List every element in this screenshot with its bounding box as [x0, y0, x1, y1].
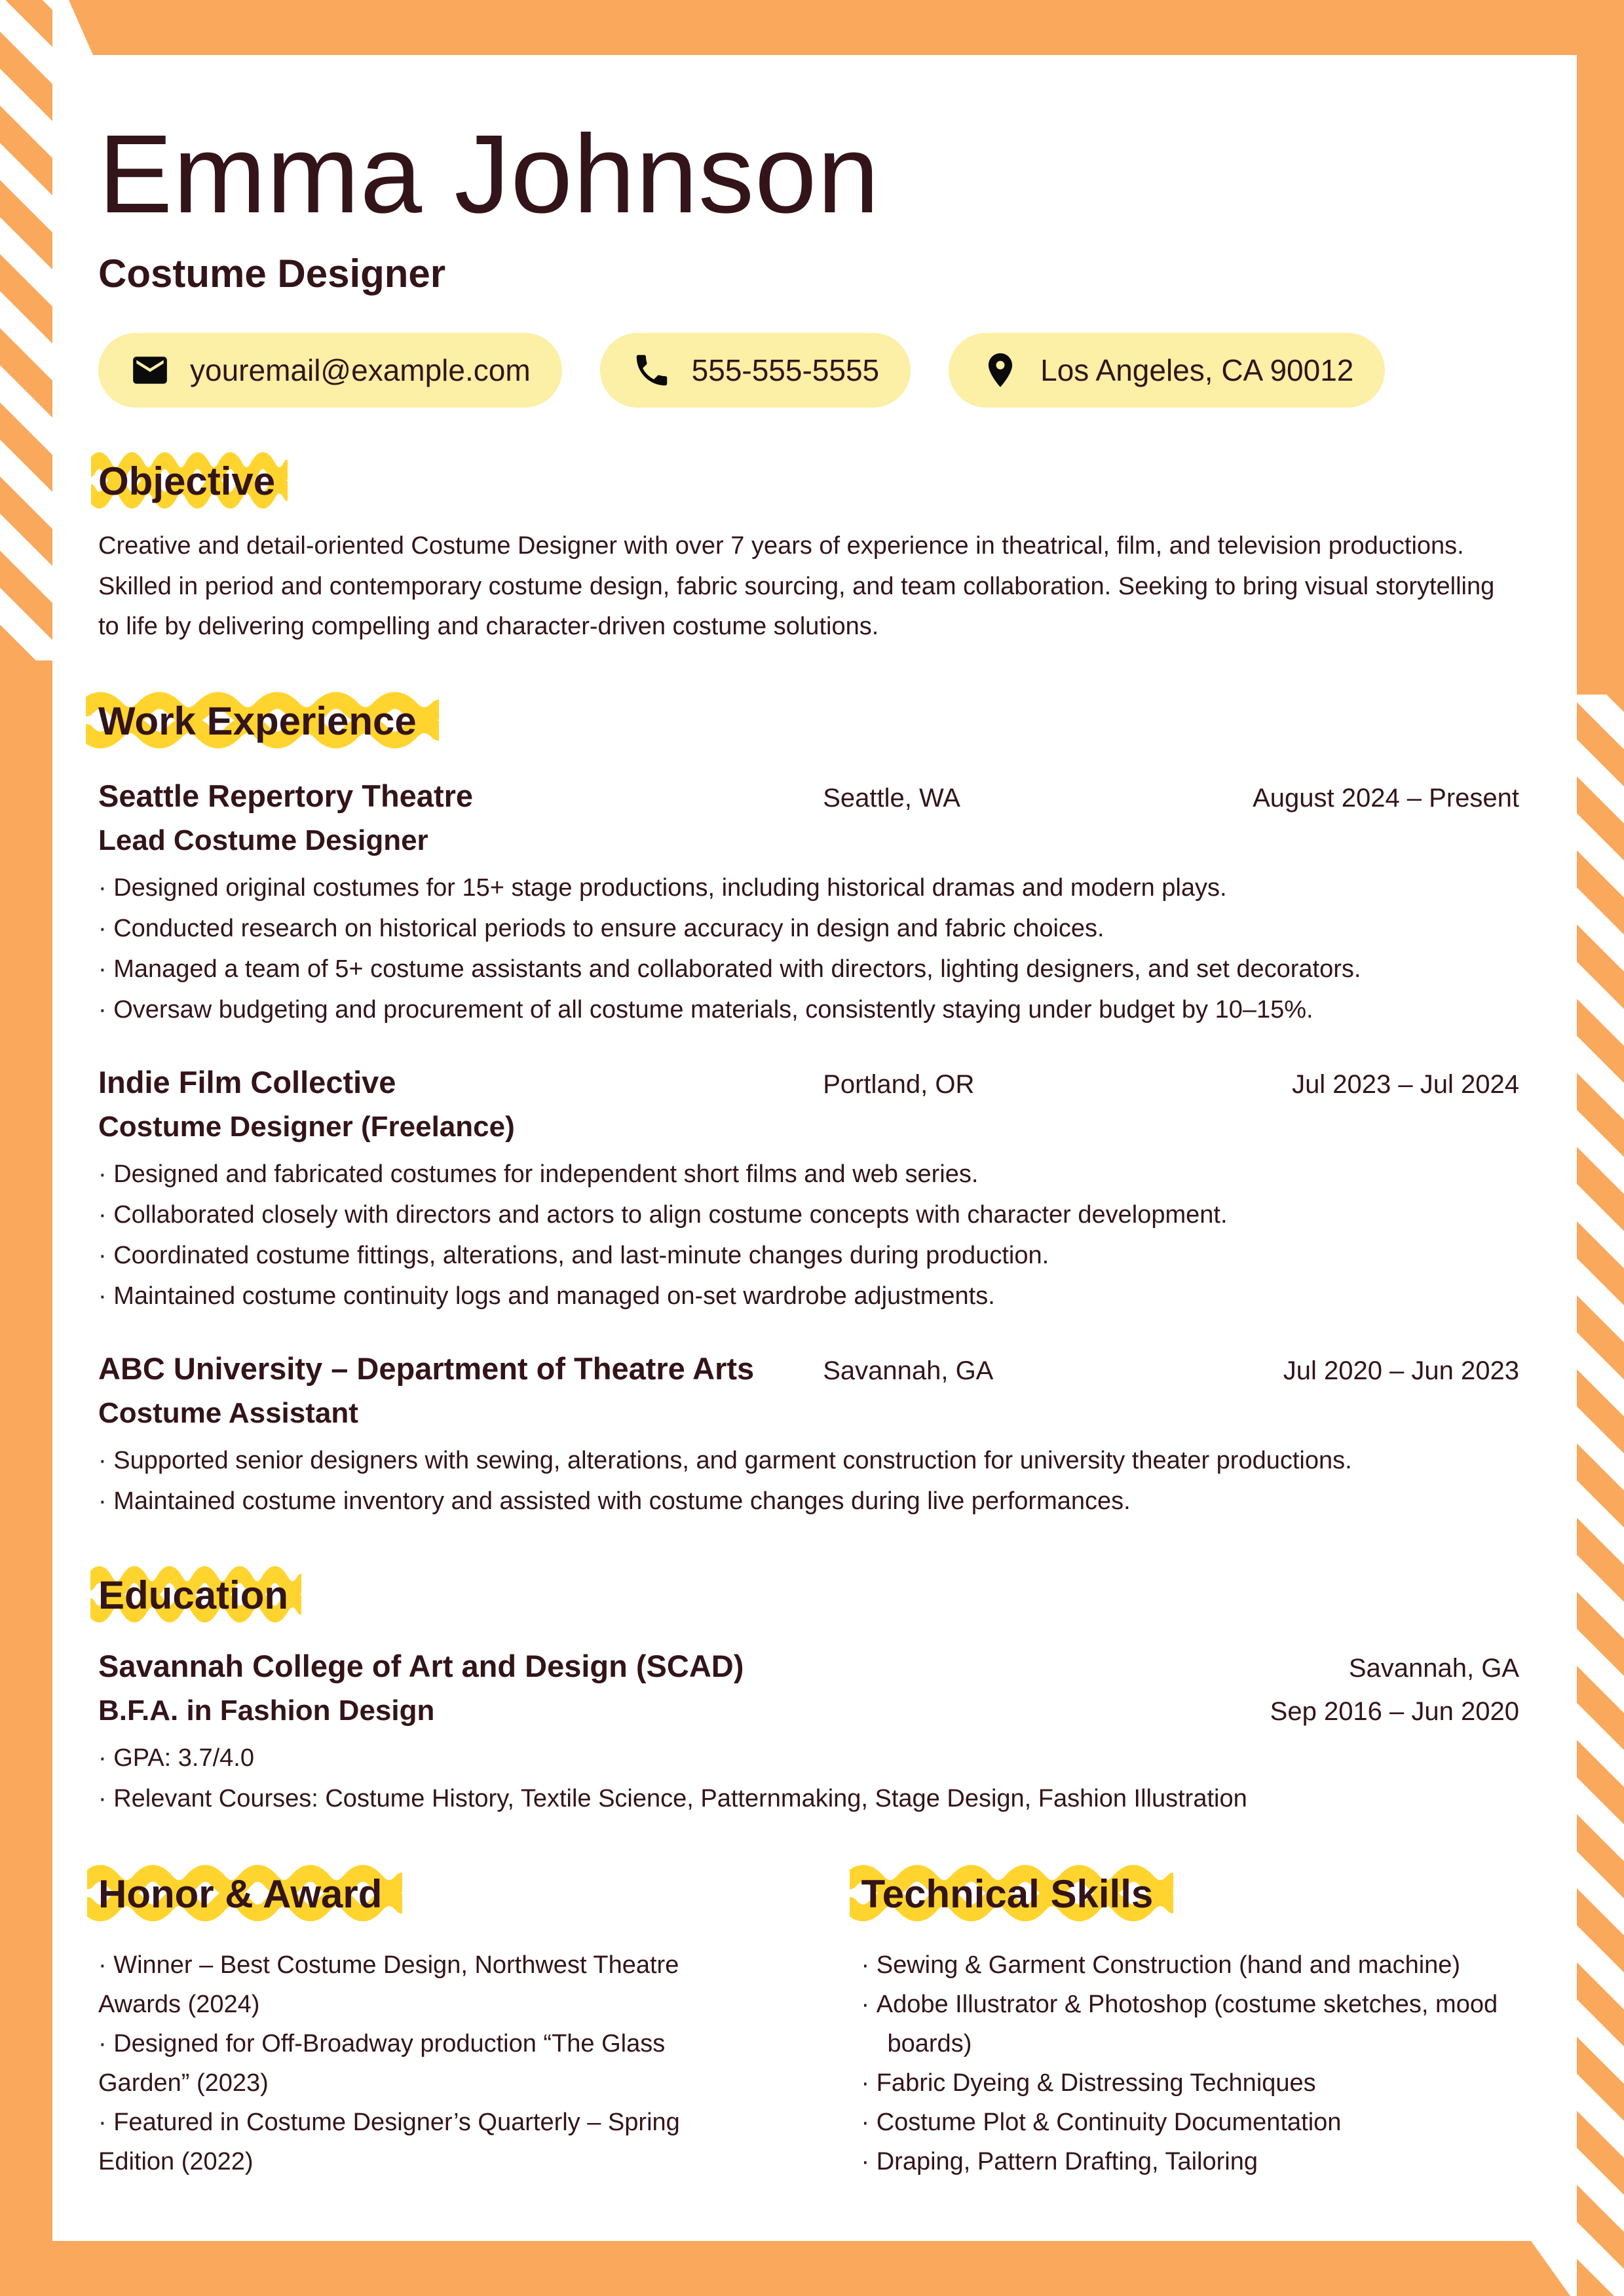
job-bullets: [98, 1440, 1519, 1521]
job-dates: Jul 2020 – Jun 2023: [1283, 1356, 1520, 1386]
page-title: Emma Johnson: [98, 112, 880, 237]
education-school: Savannah College of Art and Design (SCAD): [98, 1649, 744, 1684]
job-location: Seattle, WA: [823, 784, 960, 813]
bullet-item: · Supported senior designers with sewing, alterations, and garment construction for university theater productions.: [98, 1440, 1519, 1481]
technical-skills-heading: Technical Skills: [861, 1871, 1154, 1917]
education-degree-row: [98, 1694, 1519, 1727]
section-education: [98, 1573, 1519, 1819]
bullet-item: · Relevant Courses: Costume History, Textile Science, Patternmaking, Stage Design, Fashion Illustration: [98, 1778, 1519, 1819]
location-text: Los Angeles, CA 90012: [1040, 353, 1354, 388]
work-experience-heading: Work Experience: [98, 698, 417, 744]
job-dates: August 2024 – Present: [1253, 784, 1520, 813]
job-bullets: [98, 1154, 1519, 1316]
jobs-list: [98, 778, 1519, 1521]
education-degree: B.F.A. in Fashion Design: [98, 1694, 435, 1727]
section-objective: [98, 459, 1519, 647]
education-dates: Sep 2016 – Jun 2020: [1270, 1697, 1519, 1727]
phone-text: 555-555-5555: [691, 353, 880, 388]
bullet-item: · Sewing & Garment Construction (hand and machine): [861, 1945, 1520, 1985]
objective-heading: Objective: [98, 459, 275, 504]
job-company: Seattle Repertory Theatre: [98, 778, 474, 814]
bullet-item: · Designed and fabricated costumes for independent short films and web series.: [98, 1154, 1519, 1195]
phone-icon: [632, 350, 672, 391]
bottom-columns: [98, 1871, 1519, 2181]
job-title: Costume Assistant: [98, 1397, 358, 1430]
job-title: Costume Designer (Freelance): [98, 1111, 515, 1143]
email-text: youremail@example.com: [190, 353, 531, 388]
section-technical-skills: [861, 1871, 1520, 2181]
resume-content: [52, 55, 1577, 2241]
bullet-item: · Costume Plot & Continuity Documentation: [861, 2103, 1520, 2142]
bullet-item: · Conducted research on historical periods to ensure accuracy in design and fabric choices.: [98, 908, 1519, 949]
education-heading: Education: [98, 1573, 288, 1618]
job-entry: [98, 1064, 1519, 1316]
location-pin-icon: [980, 350, 1021, 391]
bullet-item: · Coordinated costume fittings, alterations, and last-minute changes during production.: [98, 1235, 1519, 1276]
skills-list: [861, 1945, 1520, 2181]
bullet-item: · GPA: 3.7/4.0: [98, 1738, 1519, 1778]
job-dates: Jul 2023 – Jul 2024: [1292, 1070, 1519, 1100]
education-location: Savannah, GA: [1348, 1654, 1519, 1683]
border-bottom: [0, 2241, 1577, 2296]
bullet-item: · Winner – Best Costume Design, Northwest Theatre Awards (2024): [98, 1945, 757, 2024]
section-honors: [98, 1871, 757, 2181]
job-entry: [98, 778, 1519, 1030]
border-top: [52, 0, 1624, 55]
bullet-item: · Collaborated closely with directors and actors to align costume concepts with character development.: [98, 1195, 1519, 1235]
objective-text: Creative and detail-oriented Costume Designer with over 7 years of experience in theatrical, film, and television productions. Skilled in period and contemporary costume design, fabric sourcing, and team collaboration. Seeking to bring visual storytelling to life by delivering compelling and character-driven costume solutions.: [98, 532, 1495, 641]
job-bullets: [98, 868, 1519, 1030]
honors-list: [98, 1945, 757, 2181]
border-right: [1577, 0, 1624, 696]
bullet-item: · Designed for Off-Broadway production “The Glass Garden” (2023): [98, 2024, 757, 2103]
email-pill: [98, 333, 562, 408]
bullet-item: · Fabric Dyeing & Distressing Techniques: [861, 2063, 1520, 2103]
job-location: Savannah, GA: [823, 1356, 994, 1386]
bullet-item: · Maintained costume continuity logs and managed on-set wardrobe adjustments.: [98, 1276, 1519, 1316]
section-work-experience: [98, 698, 1519, 1521]
job-location: Portland, OR: [823, 1070, 975, 1100]
education-bullets: [98, 1738, 1519, 1819]
job-header-row: [98, 778, 1519, 814]
job-title: Lead Costume Designer: [98, 824, 428, 857]
job-header-row: [98, 1064, 1519, 1100]
border-stripes-bottom-right: [1577, 695, 1624, 2296]
bullet-item: · Oversaw budgeting and procurement of all costume materials, consistently staying under budget by 10–15%.: [98, 989, 1519, 1030]
job-company: ABC University – Department of Theatre Arts: [98, 1351, 755, 1387]
bullet-item: · Maintained costume inventory and assisted with costume changes during live performances.: [98, 1481, 1519, 1521]
contact-row: [98, 333, 1519, 408]
bullet-item: · Managed a team of 5+ costume assistants and collaborated with directors, lighting designers, and set decorators.: [98, 949, 1519, 989]
border-stripes-top-left: [0, 0, 52, 662]
border-left: [0, 660, 52, 2296]
education-school-row: [98, 1648, 1519, 1684]
location-pill: [949, 333, 1385, 408]
job-company: Indie Film Collective: [98, 1065, 396, 1100]
honors-heading: Honor & Award: [98, 1871, 382, 1917]
job-role-subtitle: Costume Designer: [98, 252, 446, 296]
email-icon: [130, 350, 170, 391]
job-header-row: [98, 1350, 1519, 1387]
bullet-item: · Draping, Pattern Drafting, Tailoring: [861, 2142, 1520, 2181]
bullet-item: · Adobe Illustrator & Photoshop (costume sketches, mood boards): [861, 1985, 1520, 2063]
job-entry: [98, 1350, 1519, 1521]
phone-pill: [600, 333, 911, 408]
bullet-item: · Designed original costumes for 15+ stage productions, including historical dramas and modern plays.: [98, 868, 1519, 908]
bullet-item: · Featured in Costume Designer’s Quarterly – Spring Edition (2022): [98, 2103, 757, 2181]
